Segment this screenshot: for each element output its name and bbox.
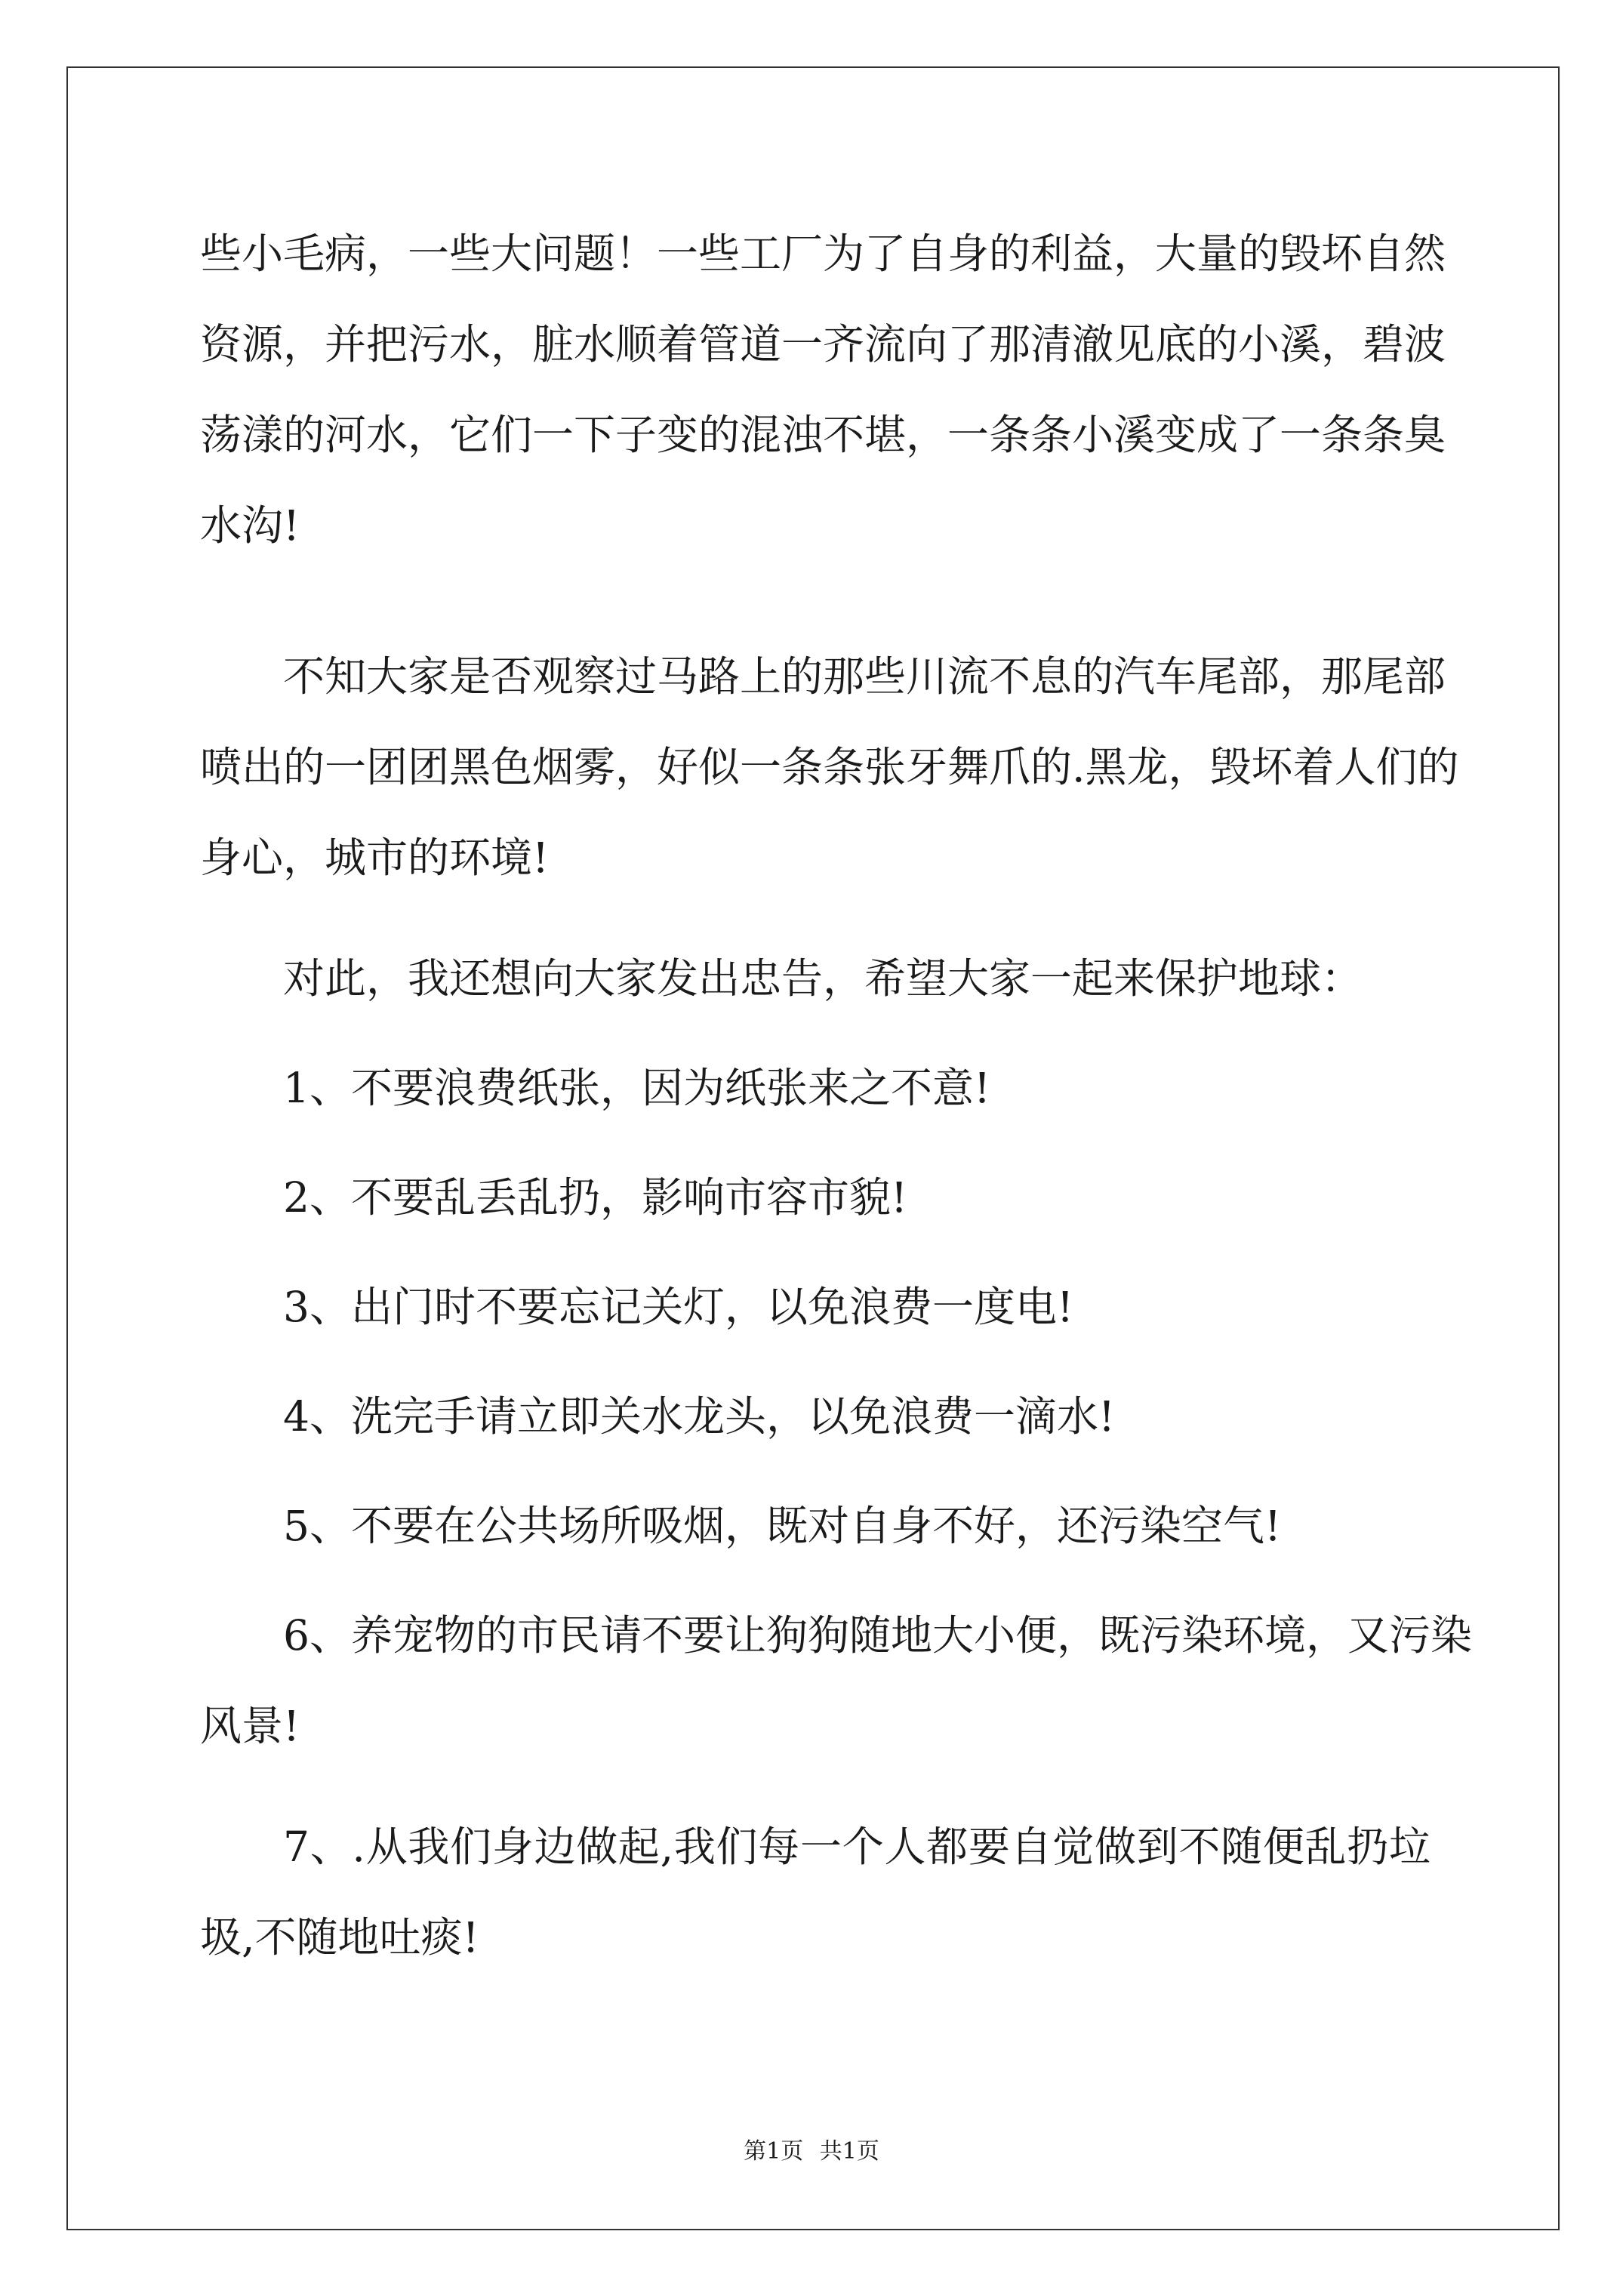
page-border xyxy=(66,66,1560,2230)
list-item: 6、养宠物的市民请不要让狗狗随地大小便，既污染环境，又污染 xyxy=(283,1611,1472,1660)
paragraph-line: 荡漾的河水，它们一下子变的混浊不堪，一条条小溪变成了一条条臭 xyxy=(200,411,1446,459)
paragraph-line: 对此，我还想向大家发出忠告，希望大家一起来保护地球： xyxy=(283,954,1363,1003)
list-item: 2、不要乱丢乱扔，影响市容市貌! xyxy=(283,1173,908,1222)
list-item: 5、不要在公共场所吸烟，既对自身不好，还污染空气! xyxy=(283,1502,1282,1550)
list-item-continuation: 圾,不随地吐痰! xyxy=(200,1913,479,1962)
list-item: 4、洗完手请立即关水龙头，以免浪费一滴水! xyxy=(283,1392,1116,1441)
paragraph-line: 身心，城市的环境! xyxy=(200,834,550,882)
paragraph-line: 资源，并把污水，脏水顺着管道一齐流向了那清澈见底的小溪，碧波 xyxy=(200,320,1446,368)
paragraph-line: 水沟! xyxy=(200,501,300,550)
paragraph-line: 喷出的一团团黑色烟雾，好似一条条张牙舞爪的.黑龙，毁坏着人们的 xyxy=(200,743,1459,791)
page-footer xyxy=(0,2137,1623,2167)
list-item: 7、.从我们身边做起,我们每一个人都要自觉做到不随便乱扔垃 xyxy=(283,1823,1431,1871)
paragraph-line: 些小毛病，一些大问题！一些工厂为了自身的利益，大量的毁坏自然 xyxy=(200,230,1446,278)
list-item: 1、不要浪费纸张，因为纸张来之不意! xyxy=(283,1064,991,1112)
list-item-continuation: 风景! xyxy=(200,1702,300,1750)
list-item: 3、出门时不要忘记关灯，以免浪费一度电! xyxy=(283,1283,1074,1331)
page-total: 共1页 xyxy=(819,2138,879,2165)
page-number: 第1页 xyxy=(744,2138,804,2165)
paragraph-line: 不知大家是否观察过马路上的那些川流不息的汽车尾部，那尾部 xyxy=(283,652,1446,701)
